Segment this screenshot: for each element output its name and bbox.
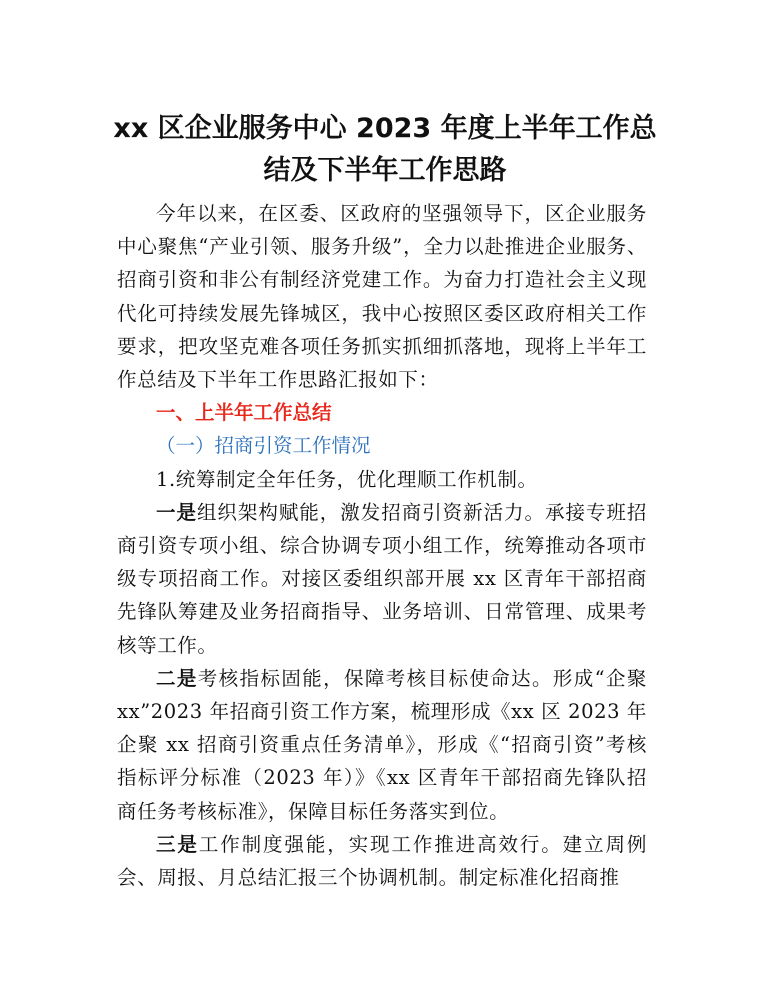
point-3-paragraph	[117, 828, 647, 894]
document-title	[110, 108, 660, 192]
item-1: 1.统筹制定全年任务，优化理顺工作机制。	[156, 467, 538, 491]
point-3-text: 工作制度强能，实现工作推进高效行。建立周例会、周报、月总结汇报三个协调机制。制定标准化招商推	[117, 832, 647, 890]
point-2-lead: 二是	[156, 666, 198, 690]
title-line-1: xx 区企业服务中心 2023 年度上半年工作总	[113, 113, 657, 144]
point-1-lead: 一是	[156, 500, 197, 524]
point-2-paragraph	[117, 662, 647, 828]
intro-paragraph: 今年以来，在区委、区政府的坚强领导下，区企业服务中心聚焦“产业引领、服务升级”，全力以赴推进企业服务、招商引资和非公有制经济党建工作。为奋力打造社会主义现代化可持续发展先锋城区，我中心按照区委区政府相关工作要求，把攻坚克难各项任务抓实抓细抓落地，现将上半年工作总结及下半年工作思路汇报如下：	[117, 202, 647, 392]
subsection-heading-1: （一）招商引资工作情况	[156, 434, 371, 458]
point-1-text: 组织架构赋能，激发招商引资新活力。承接专班招商引资专项小组、综合协调专项小组工作，统筹推动各项市级专项招商工作。对接区委组织部开展 xx 区青年干部招商先锋队筹建及业务招商指导、业务培训、日常管理、成果考核等工作。	[117, 500, 647, 657]
point-2-text: 考核指标固能，保障考核目标使命达。形成“企聚 xx”2023 年招商引资工作方案，梳理形成《xx 区 2023 年企聚 xx 招商引资重点任务清单》，形成《“招商引资”考核指标评分标准（2023 年）》《xx 区青年干部招商先锋队招商任务考核标准》，保障目标任务落实到位。	[117, 666, 647, 823]
title-line-2: 结及下半年工作思路	[263, 155, 507, 186]
point-3-lead: 三是	[156, 832, 199, 856]
section-heading-1: 一、上半年工作总结	[156, 401, 332, 425]
document-body	[117, 197, 647, 894]
point-1-paragraph	[117, 496, 647, 662]
